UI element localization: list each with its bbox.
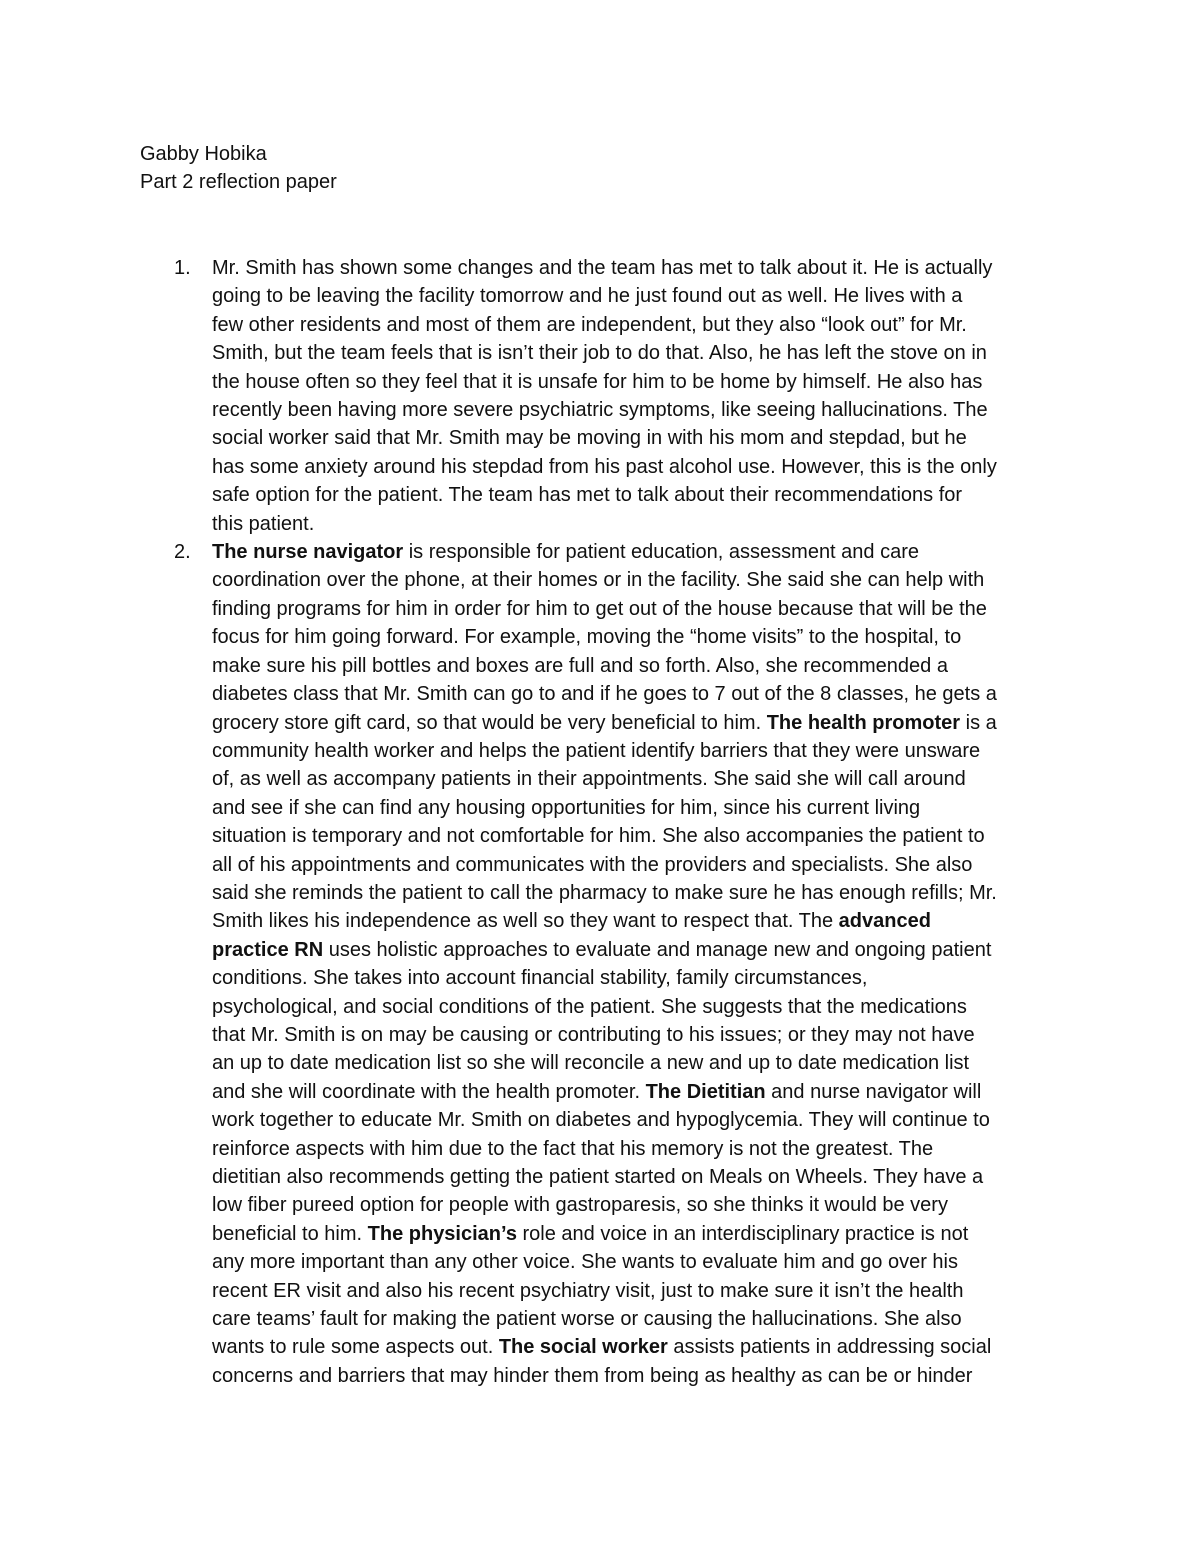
- bold-role-term: advanced: [838, 910, 931, 933]
- bold-role-term: The physician’s: [367, 1222, 517, 1245]
- text-segment: Smith, but the team feels that is isn’t their job to do that. Also, he has left the stove on in: [212, 342, 987, 365]
- text-line: [212, 396, 1070, 424]
- author-name: Gabby Hobika: [140, 143, 267, 165]
- bold-role-term: The nurse navigator: [212, 541, 404, 564]
- text-line: [212, 652, 1070, 680]
- text-line: [212, 623, 1070, 651]
- text-line: [212, 254, 1070, 282]
- list-item-number: 1.: [174, 257, 191, 279]
- list-item: [140, 538, 1070, 1390]
- text-segment: coordination over the phone, at their homes or in the facility. She said she can help with: [212, 569, 985, 592]
- text-line: [212, 1191, 1070, 1219]
- text-segment: this patient.: [212, 512, 315, 535]
- text-segment: dietitian also recommends getting the patient started on Meals on Wheels. They have a: [212, 1166, 984, 1188]
- text-segment: work together to educate Mr. Smith on diabetes and hypoglycemia. They will continue to: [212, 1109, 990, 1132]
- text-line: [212, 453, 1070, 481]
- text-segment: said she reminds the patient to call the pharmacy to make sure he has enough refills; Mr.: [212, 881, 997, 904]
- text-segment: recently been having more severe psychiatric symptoms, like seeing hallucinations. The: [212, 399, 988, 422]
- bold-role-term: The Dietitian: [645, 1080, 766, 1103]
- text-line: [212, 709, 1070, 737]
- text-segment: is responsible for patient education, assessment and care: [403, 541, 920, 564]
- text-line: [212, 1362, 1070, 1390]
- text-segment: social worker said that Mr. Smith may be moving in with his mom and stepdad, but he: [212, 427, 967, 450]
- text-segment: an up to date medication list so she will reconcile a new and up to date medication list: [212, 1052, 970, 1075]
- text-line: [212, 851, 1070, 879]
- text-line: [212, 1333, 1070, 1361]
- text-line: [212, 1078, 1070, 1106]
- text-segment: is a: [960, 711, 997, 734]
- text-segment: uses holistic approaches to evaluate and manage new and ongoing patient: [323, 938, 992, 961]
- text-segment: community health worker and helps the patient identify barriers that they were unsware: [212, 739, 981, 762]
- text-segment: psychological, and social conditions of the patient. She suggests that the medications: [212, 995, 967, 1018]
- text-line: [212, 1163, 1070, 1191]
- list-item-number: 2.: [174, 541, 191, 564]
- text-segment: few other residents and most of them are independent, but they also “look out” for Mr.: [212, 313, 967, 336]
- text-line: [212, 510, 1070, 538]
- text-segment: has some anxiety around his stepdad from his past alcohol use. However, this is the only: [212, 455, 997, 478]
- text-segment: that Mr. Smith is on may be causing or contributing to his issues; or they may not have: [212, 1023, 975, 1046]
- text-line: [212, 737, 1070, 765]
- text-line: [212, 765, 1070, 793]
- bold-role-term: practice RN: [212, 938, 324, 961]
- text-line: [212, 993, 1070, 1021]
- text-segment: focus for him going forward. For example, moving the “home visits” to the hospital, to: [212, 626, 962, 649]
- text-line: [212, 680, 1070, 708]
- text-segment: role and voice in an interdisciplinary practice is not: [516, 1222, 969, 1245]
- text-segment: situation is temporary and not comfortable for him. She also accompanies the patient to: [212, 825, 985, 848]
- text-line: [212, 936, 1070, 964]
- text-segment: and see if she can find any housing opportunities for him, since his current living: [212, 796, 921, 819]
- text-line: [212, 1248, 1070, 1276]
- text-line: [212, 538, 1070, 566]
- text-line: [212, 907, 1070, 935]
- text-segment: going to be leaving the facility tomorrow and he just found out as well. He lives with a: [212, 285, 963, 308]
- text-line: [212, 1135, 1070, 1163]
- text-segment: all of his appointments and communicates with the providers and specialists. She also: [212, 853, 973, 876]
- text-segment: finding programs for him in order for him to get out of the house because that will be the: [212, 597, 987, 620]
- text-segment: the house often so they feel that it is unsafe for him to be home by himself. He also has: [212, 370, 983, 393]
- text-segment: of, as well as accompany patients in their appointments. She said she will call around: [212, 768, 966, 791]
- text-segment: safe option for the patient. The team has met to talk about their recommendations for: [212, 484, 963, 507]
- text-line: [212, 311, 1070, 339]
- text-segment: diabetes class that Mr. Smith can go to and if he goes to 7 out of the 8 classes, he gets a: [212, 683, 997, 706]
- bold-role-term: The social worker: [498, 1336, 668, 1359]
- text-segment: make sure his pill bottles and boxes are full and so forth. Also, she recommended a: [212, 654, 948, 677]
- bold-role-term: The health promoter: [766, 711, 961, 734]
- text-line: [212, 1106, 1070, 1134]
- text-line: [212, 879, 1070, 907]
- text-segment: conditions. She takes into account financial stability, family circumstances,: [212, 967, 868, 990]
- text-line: [212, 1220, 1070, 1248]
- numbered-list: [140, 254, 1070, 1390]
- text-line: [212, 566, 1070, 594]
- text-line: [212, 481, 1070, 509]
- text-segment: beneficial to him.: [212, 1222, 368, 1245]
- text-segment: Smith likes his independence as well so they want to respect that. The: [212, 910, 839, 933]
- text-line: [212, 1049, 1070, 1077]
- text-line: [212, 595, 1070, 623]
- text-segment: Mr. Smith has shown some changes and the team has met to talk about it. He is actually: [212, 257, 993, 279]
- text-line: [212, 424, 1070, 452]
- text-segment: wants to rule some aspects out.: [212, 1336, 499, 1359]
- text-segment: grocery store gift card, so that would be very beneficial to him.: [212, 711, 767, 734]
- text-line: [212, 1277, 1070, 1305]
- text-line: [212, 368, 1070, 396]
- text-line: [212, 1305, 1070, 1333]
- text-segment: and nurse navigator will: [765, 1080, 982, 1103]
- text-line: [212, 1021, 1070, 1049]
- list-item: [140, 254, 1070, 538]
- text-line: [212, 964, 1070, 992]
- text-segment: concerns and barriers that may hinder them from being as healthy as can be or hinder: [212, 1364, 973, 1387]
- document-header: [140, 140, 1060, 197]
- text-line: [212, 822, 1070, 850]
- text-segment: recent ER visit and also his recent psychiatry visit, just to make sure it isn’t the health: [212, 1279, 964, 1302]
- text-segment: assists patients in addressing social: [667, 1336, 992, 1359]
- text-segment: reinforce aspects with him due to the fact that his memory is not the greatest. The: [212, 1137, 934, 1160]
- document-title: Part 2 reflection paper: [140, 171, 337, 194]
- text-segment: any more important than any other voice. She wants to evaluate him and go over his: [212, 1251, 958, 1274]
- text-line: [212, 282, 1070, 310]
- text-segment: care teams’ fault for making the patient worse or causing the hallucinations. She also: [212, 1308, 962, 1331]
- text-segment: and she will coordinate with the health promoter.: [212, 1080, 646, 1103]
- text-line: [212, 339, 1070, 367]
- text-segment: low fiber pureed option for people with gastroparesis, so she thinks it would be very: [212, 1194, 948, 1217]
- text-line: [212, 794, 1070, 822]
